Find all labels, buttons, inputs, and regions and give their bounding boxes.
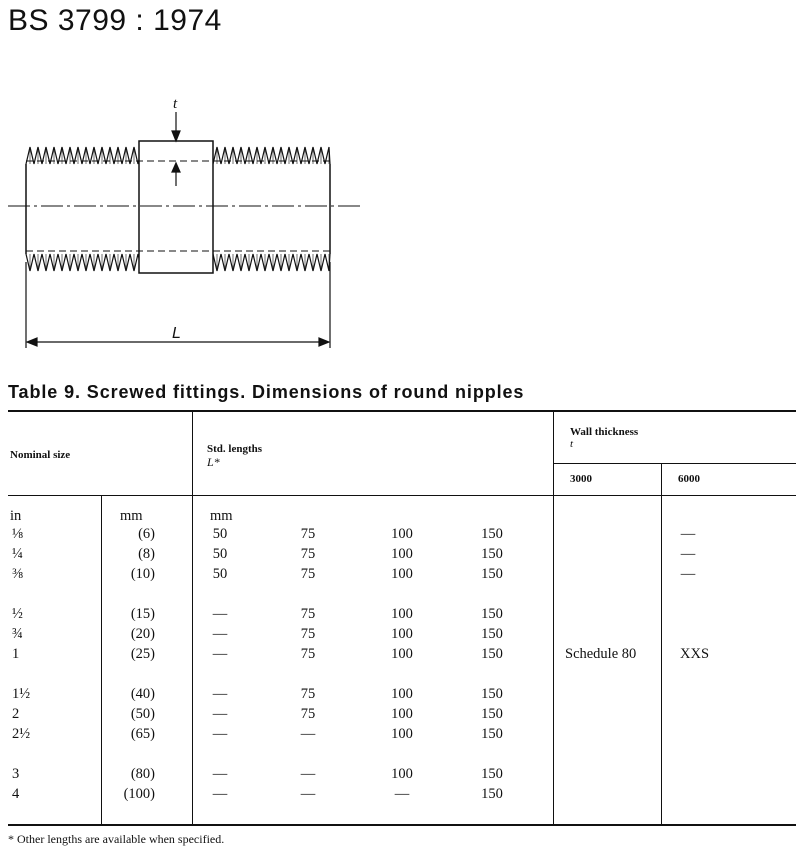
round-nipple-drawing <box>0 80 380 355</box>
cell-nominal-in: 4 <box>12 786 20 802</box>
cell-length-75: 75 <box>300 686 316 702</box>
cell-nominal-in: 2½ <box>12 726 31 742</box>
cell-length-75: — <box>300 766 316 782</box>
header-3000: 3000 <box>570 473 592 485</box>
header-6000: 6000 <box>678 473 700 485</box>
cell-length-75: 75 <box>300 606 316 622</box>
cell-wall-6000 <box>676 704 700 724</box>
header-bottom-rule <box>8 495 796 496</box>
cell-length-75: — <box>300 726 316 742</box>
cell-length-100: 100 <box>391 566 413 582</box>
cell-length-150: 150 <box>481 526 503 542</box>
cell-length-100: 100 <box>391 606 413 622</box>
cell-length-75: 75 <box>300 626 316 642</box>
table-bottom-rule <box>8 824 796 826</box>
cell-nominal-mm: (65) <box>130 726 155 742</box>
cell-nominal-in: ½ <box>12 606 23 622</box>
cell-length-50: — <box>212 626 228 642</box>
cell-nominal-mm: (20) <box>130 626 155 642</box>
cell-length-50: — <box>212 646 228 662</box>
cell-length-50: 50 <box>212 546 228 562</box>
cell-length-100: 100 <box>391 706 413 722</box>
header-wall-thickness: Wall thickness <box>570 426 639 438</box>
cell-length-150: 150 <box>481 626 503 642</box>
cell-nominal-mm: (8) <box>138 546 155 562</box>
cell-length-75: — <box>300 786 316 802</box>
cell-nominal-mm: (6) <box>138 526 155 542</box>
header-std-lengths-sub: L* <box>207 455 220 469</box>
unit-mm: mm <box>120 508 143 524</box>
cell-length-50: 50 <box>212 526 228 542</box>
cell-length-75: 75 <box>300 546 316 562</box>
cell-nominal-mm: (25) <box>130 646 155 662</box>
cell-length-75: 75 <box>300 646 316 662</box>
cell-nominal-in: ⅛ <box>12 526 23 542</box>
cell-wall-6000 <box>676 684 700 704</box>
header-wall-thickness-sub: t <box>570 438 574 450</box>
footnote: * Other lengths are available when specified. <box>8 832 225 846</box>
wall-3000-value: Schedule 80 <box>565 646 637 662</box>
cell-length-50: — <box>212 766 228 782</box>
cell-length-50: 50 <box>212 566 228 582</box>
header-nominal-size: Nominal size <box>10 449 71 461</box>
table-top-rule <box>8 410 796 412</box>
cell-length-100: 100 <box>391 526 413 542</box>
col-divider-mm <box>101 495 102 824</box>
cell-length-150: 150 <box>481 766 503 782</box>
cell-wall-6000 <box>676 624 700 644</box>
cell-length-75: 75 <box>300 706 316 722</box>
col-divider-std <box>192 411 193 824</box>
dim-t-label: t <box>173 96 178 112</box>
cell-wall-6000 <box>676 724 700 744</box>
cell-length-50: — <box>212 686 228 702</box>
cell-wall-6000 <box>676 784 700 804</box>
dim-L-label: L <box>172 325 181 342</box>
cell-nominal-in: ¼ <box>12 546 23 562</box>
cell-nominal-in: ¾ <box>12 626 23 642</box>
cell-nominal-mm: (100) <box>123 786 155 802</box>
cell-length-150: 150 <box>481 566 503 582</box>
cell-nominal-mm: (40) <box>130 686 155 702</box>
table-title: Table 9. Screwed fittings. Dimensions of round nipples <box>8 382 525 402</box>
unit-length-mm: mm <box>210 508 233 524</box>
cell-nominal-mm: (10) <box>130 566 155 582</box>
wall-6000-value: XXS <box>680 646 710 662</box>
cell-wall-6000 <box>676 764 700 784</box>
cell-length-100: 100 <box>391 726 413 742</box>
cell-length-150: 150 <box>481 706 503 722</box>
wall-thickness-sub-rule <box>553 463 796 464</box>
cell-length-100: 100 <box>391 686 413 702</box>
header-std-lengths: Std. lengths <box>207 443 263 455</box>
cell-wall-6000: — <box>680 546 696 562</box>
cell-length-100: 100 <box>391 766 413 782</box>
cell-nominal-mm: (50) <box>130 706 155 722</box>
cell-length-50: — <box>212 726 228 742</box>
cell-wall-6000 <box>676 604 700 624</box>
cell-length-75: 75 <box>300 526 316 542</box>
cell-nominal-in: 1 <box>12 646 20 662</box>
cell-length-100: 100 <box>391 626 413 642</box>
cell-length-50: — <box>212 786 228 802</box>
cell-length-150: 150 <box>481 786 503 802</box>
standard-number: BS 3799 : 1974 <box>8 4 222 37</box>
cell-wall-6000: — <box>680 526 696 542</box>
cell-length-100: — <box>394 786 410 802</box>
col-divider-6000 <box>661 463 662 824</box>
cell-wall-6000: — <box>680 566 696 582</box>
cell-length-100: 100 <box>391 646 413 662</box>
cell-nominal-mm: (80) <box>130 766 155 782</box>
cell-length-150: 150 <box>481 646 503 662</box>
cell-nominal-in: 1½ <box>12 686 31 702</box>
cell-nominal-in: ⅜ <box>12 566 23 582</box>
unit-in: in <box>10 508 22 524</box>
cell-nominal-in: 3 <box>12 766 20 782</box>
cell-length-150: 150 <box>481 606 503 622</box>
cell-nominal-in: 2 <box>12 706 20 722</box>
cell-length-150: 150 <box>481 686 503 702</box>
cell-length-50: — <box>212 606 228 622</box>
col-divider-wall <box>553 411 554 824</box>
cell-length-50: — <box>212 706 228 722</box>
cell-length-150: 150 <box>481 546 503 562</box>
cell-nominal-mm: (15) <box>130 606 155 622</box>
cell-length-100: 100 <box>391 546 413 562</box>
cell-length-75: 75 <box>300 566 316 582</box>
cell-length-150: 150 <box>481 726 503 742</box>
